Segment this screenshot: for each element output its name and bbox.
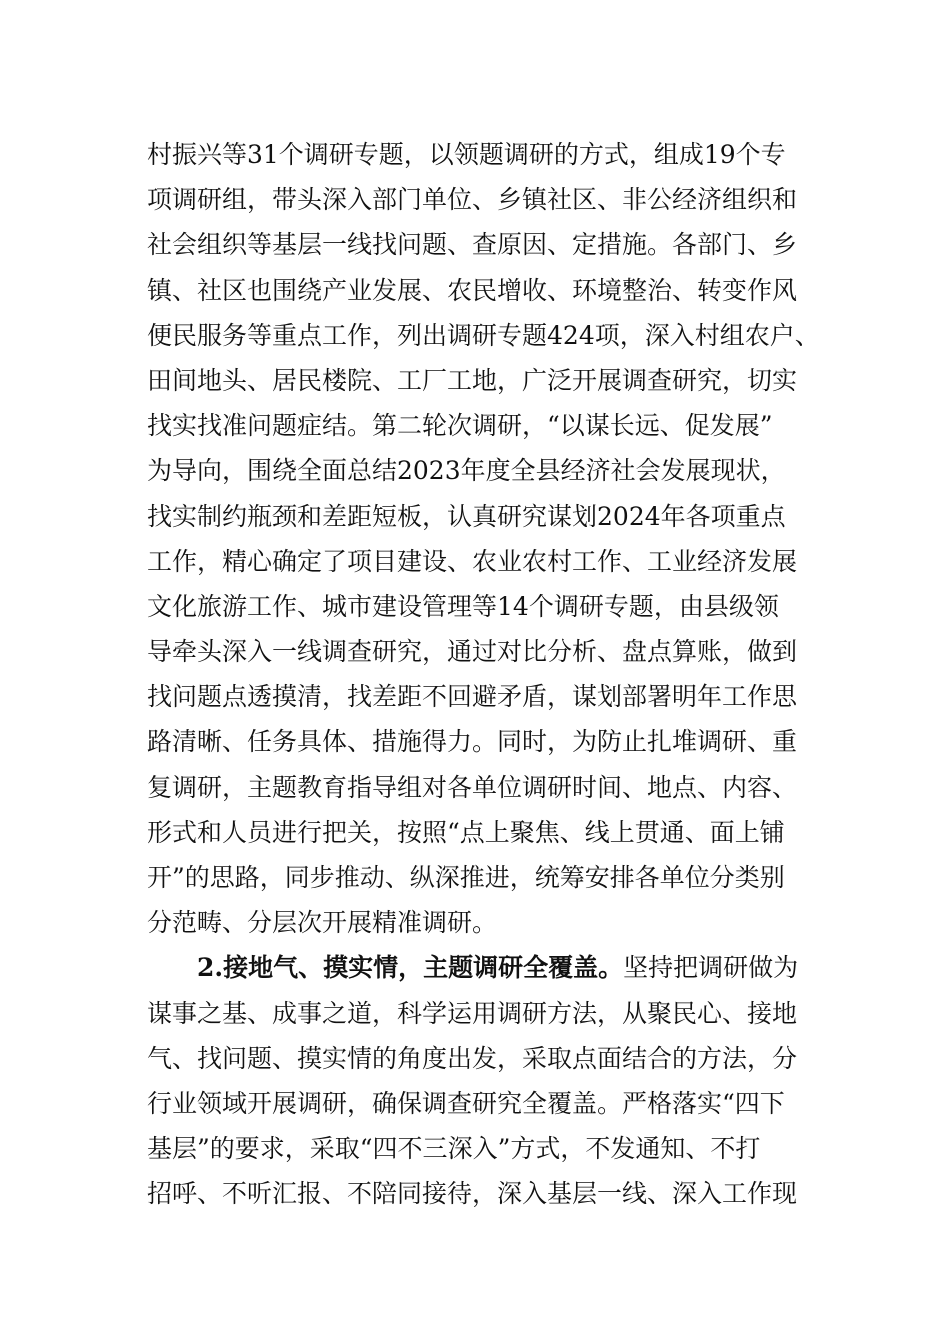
text-line: 找问题点透摸清，找差距不回避矛盾，谋划部署明年工作思 bbox=[147, 682, 798, 712]
section-first-line-text: 坚持把调研做为 bbox=[623, 953, 799, 983]
text-line: 文化旅游工作、城市建设管理等14个调研专题，由县级领 bbox=[147, 591, 779, 621]
text-line: 形式和人员进行把关，按照“点上聚焦、线上贯通、面上铺 bbox=[147, 817, 785, 847]
section-first-line bbox=[147, 945, 837, 990]
text-line: 分范畴、分层次开展精准调研。 bbox=[147, 908, 498, 938]
text-line: 项调研组，带头深入部门单位、乡镇社区、非公经济组织和 bbox=[147, 185, 798, 215]
text-line: 社会组织等基层一线找问题、查原因、定措施。各部门、乡 bbox=[147, 230, 798, 260]
text-line: 镇、社区也围绕产业发展、农民增收、环境整治、转变作风 bbox=[147, 275, 798, 305]
text-line: 路清晰、任务具体、措施得力。同时，为防止扎堆调研、重 bbox=[147, 727, 798, 757]
text-line: 村振兴等31个调研专题，以领题调研的方式，组成19个专 bbox=[147, 140, 786, 169]
text-line: 找实制约瓶颈和差距短板，认真研究谋划2024年各项重点 bbox=[147, 501, 786, 531]
text-line: 便民服务等重点工作，列出调研专题424项，深入村组农户、 bbox=[147, 320, 820, 350]
text-line: 基层”的要求，采取“四不三深入”方式，不发通知、不打 bbox=[147, 1134, 761, 1164]
section-heading: 2.接地气、摸实情，主题调研全覆盖。 bbox=[197, 953, 624, 983]
body-text bbox=[147, 132, 837, 1217]
text-line: 行业领域开展调研，确保调查研究全覆盖。严格落实“四下 bbox=[147, 1088, 785, 1118]
text-line: 田间地头、居民楼院、工厂工地，广泛开展调查研究，切实 bbox=[147, 365, 798, 395]
text-line: 为导向，围绕全面总结2023年度全县经济社会发展现状， bbox=[147, 456, 786, 486]
text-line: 复调研，主题教育指导组对各单位调研时间、地点、内容、 bbox=[147, 772, 798, 802]
text-line: 导牵头深入一线调查研究，通过对比分析、盘点算账，做到 bbox=[147, 637, 798, 667]
text-line: 找实找准问题症结。第二轮次调研，“以谋长远、促发展” bbox=[147, 411, 773, 441]
text-line: 招呼、不听汇报、不陪同接待，深入基层一线、深入工作现 bbox=[147, 1179, 798, 1209]
text-line: 谋事之基、成事之道，科学运用调研方法，从聚民心、接地 bbox=[147, 998, 798, 1028]
text-line: 工作，精心确定了项目建设、农业农村工作、工业经济发展 bbox=[147, 546, 798, 576]
text-line: 开”的思路，同步推动、纵深推进，统筹安排各单位分类别 bbox=[147, 863, 785, 892]
text-line: 气、找问题、摸实情的角度出发，采取点面结合的方法，分 bbox=[147, 1043, 798, 1073]
